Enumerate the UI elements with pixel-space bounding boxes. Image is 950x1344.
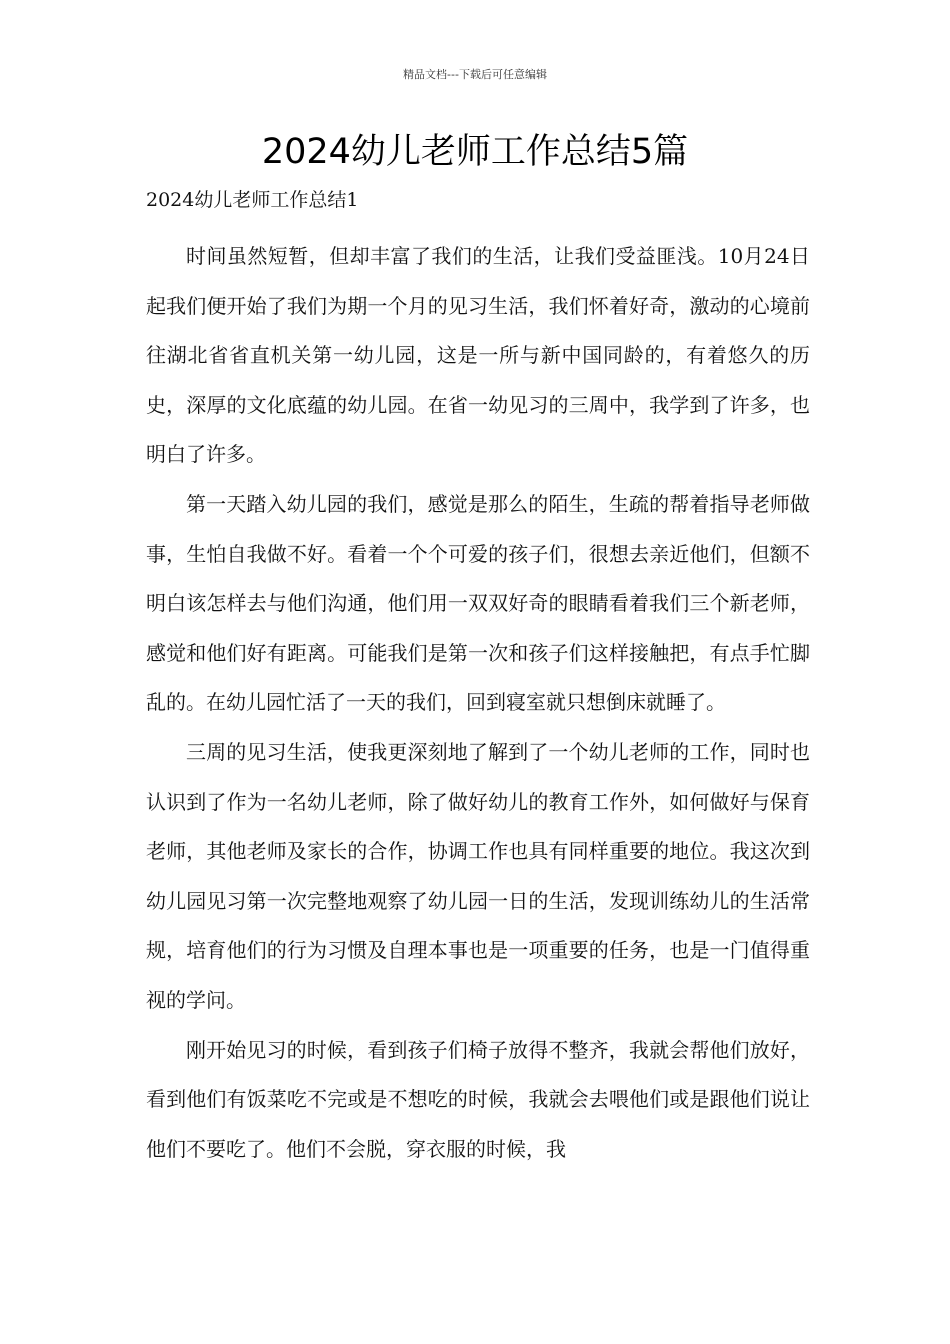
document-body <box>146 232 810 1174</box>
header-note: 精品文档---下载后可任意编辑 <box>403 68 547 81</box>
section-title: 2024幼儿老师工作总结1 <box>146 189 359 211</box>
document-title: 2024幼儿老师工作总结5篇 <box>261 132 689 172</box>
paragraph-4: 刚开始见习的时候，看到孩子们椅子放得不整齐，我就会帮他们放好，看到他们有饭菜吃不完或是不想吃的时候，我就会去喂他们或是跟他们说让他们不要吃了。他们不会脱，穿衣服的时候，我 <box>146 1037 810 1161</box>
paragraph-2: 第一天踏入幼儿园的我们，感觉是那么的陌生，生疏的帮着指导老师做事，生怕自我做不好。看着一个个可爱的孩子们，很想去亲近他们，但额不明白该怎样去与他们沟通，他们用一双双好奇的眼睛看着我们三个新老师，感觉和他们好有距离。可能我们是第一次和孩子们这样接触把，有点手忙脚乱的。在幼儿园忙活了一天的我们，回到寝室就只想倒床就睡了。 <box>146 491 810 715</box>
paragraph-3: 三周的见习生活，使我更深刻地了解到了一个幼儿老师的工作，同时也认识到了作为一名幼儿老师，除了做好幼儿的教育工作外，如何做好与保育老师，其他老师及家长的合作，协调工作也具有同样重要的地位。我这次到幼儿园见习第一次完整地观察了幼儿园一日的生活，发现训练幼儿的生活常规，培育他们的行为习惯及自理本事也是一项重要的任务，也是一门值得重视的学问。 <box>146 739 810 1012</box>
paragraph-1: 时间虽然短暂，但却丰富了我们的生活，让我们受益匪浅。10月24日起我们便开始了我们为期一个月的见习生活，我们怀着好奇，激动的心境前往湖北省省直机关第一幼儿园，这是一所与新中国同龄的，有着悠久的历史，深厚的文化底蕴的幼儿园。在省一幼见习的三周中，我学到了许多，也明白了许多。 <box>146 244 810 467</box>
